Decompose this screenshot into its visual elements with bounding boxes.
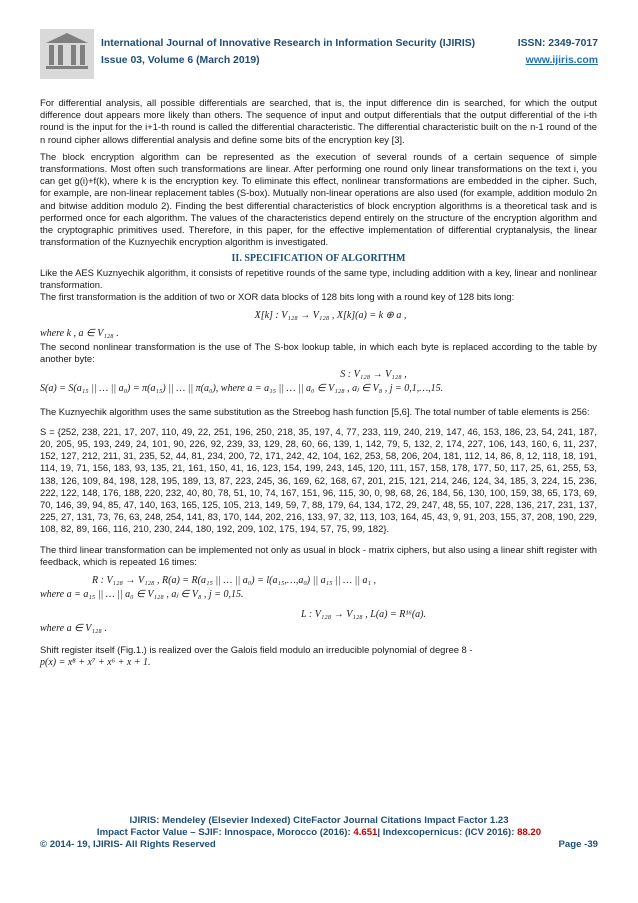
equation-l-definition: L : V₁₂₈ → V₁₂₈ , L(a) = R¹⁶(a). bbox=[301, 609, 426, 621]
paragraph-differential-analysis: For differential analysis, all possible differentials are searched, that is, the input difference din is searched, for which the output difference dout appears more likely than others. The sequence of input and output differentials that the output differential of the i-th round is the input for the i+1-th round is called the differential characteristic. The differential characteristic built on the n-1 round of the n round cipher allows differential analysis and define some bits of the encryption key [3]. bbox=[40, 97, 597, 145]
equation-xor-key: X[k] : V₁₂₈ → V₁₂₈ , X[k](a) = k ⊕ a , bbox=[254, 310, 407, 322]
equation-where-l: where a ∈ V₁₂₈ . bbox=[40, 623, 107, 635]
footer-impact-factor bbox=[40, 827, 598, 839]
footer-sjif-value: 4.651 bbox=[353, 827, 378, 838]
paragraph-algorithm-intro: Like the AES Kuznyechik algorithm, it consists of repetitive rounds of the same type, including addition with a key, linear and nonlinear transformation. bbox=[40, 266, 597, 290]
section-heading: II. SPECIFICATION OF ALGORITHM bbox=[231, 253, 406, 265]
paragraph-third-transformation: The third linear transformation can be implemented not only as usual in block - matrix ciphers, but also using a linear shift register with feedback, which is repeated 16 times: bbox=[40, 543, 597, 567]
paragraph-shift-register: Shift register itself (Fig.1.) is realized over the Galois field modulo an irreducible polynomial of degree 8 - bbox=[40, 644, 473, 656]
footer-indexing: IJIRIS: Mendeley (Elsevier Indexed) CiteFactor Journal Citations Impact Factor 1.23 bbox=[129, 815, 509, 826]
equation-s-definition: S(a) = S(a₁₅ || … || a₀) = π(a₁₅) || … || π(a₀), where a = a₁₅ || … || a₀ ∈ V₁₂₈ , aⱼ ∈ V₈ , j = 0,1,…,15. bbox=[40, 382, 444, 394]
paragraph-block-encryption: The block encryption algorithm can be represented as the execution of several rounds of a certain sequence of simple transformations. Most often such transformations are linear. After performing one round only linear transformations on the text i, you can get g(i)+f(k), where k is the encryption key. To eliminate this effect, nonlinear transformations are embedded in the cipher. Such, for example, are non-linear replacement tables (S-box). Mutually non-linear operations are also used (for example, addition modulo 2n and bitwise addition modulo 2). Finding the best differential characteristics of block encryption algorithms is a theoretical task and is performed once for each algorithm. The values of the characteristics depend entirely on the structure of the encryption algorithm and the cryptographic primitives used. Therefore, in this paper, for the effective implementation of differential cryptanalysis, the linear transformation of the Kuznyechik encryption algorithm is investigated. bbox=[40, 150, 597, 248]
footer-icv-value: 88.20 bbox=[517, 827, 542, 838]
journal-logo bbox=[40, 29, 94, 79]
sbox-table: S = {252, 238, 221, 17, 207, 110, 49, 22, 251, 196, 250, 218, 35, 197, 4, 77, 233, 119, 240, 219, 147, 46, 153, 186, 23, 54, 241, 187, 20, 205, 95, 193, 249, 24, 101, 90, 226, 92, 239, 33, 129, 28, 60, 66, 139, 1, 142, 79, 5, 132, 2, 174, 227, 106, 143, 160, 6, 11, 237, 152, 127, 212, 211, 31, 235, 52, 44, 81, 234, 200, 72, 171, 242, 42, 104, 162, 253, 58, 206, 204, 181, 112, 14, 86, 8, 12, 118, 18, 191, 114, 19, 71, 156, 183, 93, 135, 21, 161, 150, 41, 16, 123, 154, 199, 243, 145, 120, 111, 157, 158, 178, 177, 50, 117, 25, 61, 255, 53, 138, 126, 109, 84, 198, 128, 195, 189, 13, 87, 223, 245, 36, 169, 62, 168, 67, 201, 215, 121, 214, 246, 124, 34, 185, 3, 224, 15, 236, 222, 122, 148, 176, 188, 220, 232, 40, 80, 78, 51, 10, 74, 167, 151, 96, 115, 30, 0, 98, 68, 26, 184, 56, 130, 100, 159, 38, 65, 173, 69, 70, 146, 39, 94, 85, 47, 140, 163, 165, 125, 105, 213, 149, 59, 7, 88, 179, 64, 134, 172, 29, 247, 48, 55, 107, 228, 136, 217, 231, 137, 225, 27, 131, 73, 76, 63, 248, 254, 141, 83, 170, 144, 202, 216, 133, 97, 32, 113, 103, 164, 45, 43, 9, 91, 203, 155, 37, 208, 190, 229, 108, 82, 89, 166, 116, 210, 230, 244, 180, 192, 209, 102, 175, 194, 57, 75, 99, 182}. bbox=[40, 425, 597, 535]
journal-name: International Journal of Innovative Research in Information Security (IJIRIS) bbox=[101, 38, 476, 49]
equation-s-mapping: S : V₁₂₈ → V₁₂₈ , bbox=[340, 368, 407, 380]
paper-body bbox=[40, 97, 597, 670]
journal-website-link[interactable]: www.ijiris.com bbox=[525, 55, 598, 66]
paragraph-streebog: The Kuznyechik algorithm uses the same substitution as the Streebog hash function [5,6]. The total number of table elements is 256: bbox=[40, 405, 590, 417]
paragraph-first-transformation: The first transformation is the addition of two or XOR data blocks of 128 bits long with a round key of 128 bits long: bbox=[40, 291, 515, 303]
journal-issn: ISSN: 2349-7017 bbox=[517, 38, 598, 49]
journal-header bbox=[40, 29, 598, 81]
journal-footer bbox=[40, 815, 598, 851]
journal-issue: Issue 03, Volume 6 (March 2019) bbox=[101, 55, 260, 66]
equation-where-k-a: where k , a ∈ V₁₂₈ . bbox=[40, 328, 119, 340]
footer-sjif-label: Impact Factor Value – SJIF: Innospace, Morocco (2016): bbox=[96, 827, 354, 838]
footer-page-number: Page -39 bbox=[558, 839, 598, 850]
equation-r-definition: R : V₁₂₈ → V₁₂₈ , R(a) = R(a₁₅ || … || a₀) = l(a₁₅,…,a₀) || a₁₅ || … || a₁ , bbox=[92, 575, 376, 587]
footer-copyright: © 2014- 19, IJIRIS- All Rights Reserved bbox=[40, 839, 216, 850]
footer-icv-label: | Indexcopernicus: (ICV 2016): bbox=[377, 827, 518, 838]
equation-where-r: where a = a₁₅ || … || a₀ ∈ V₁₂₈ , aⱼ ∈ V₈ , j = 0,15. bbox=[40, 589, 244, 601]
equation-polynomial: p(x) = x⁸ + x⁷ + x⁶ + x + 1. bbox=[40, 657, 151, 669]
paragraph-second-transformation: The second nonlinear transformation is the use of The S-box lookup table, in which each byte is replaced according to the table by another byte: bbox=[40, 341, 597, 365]
